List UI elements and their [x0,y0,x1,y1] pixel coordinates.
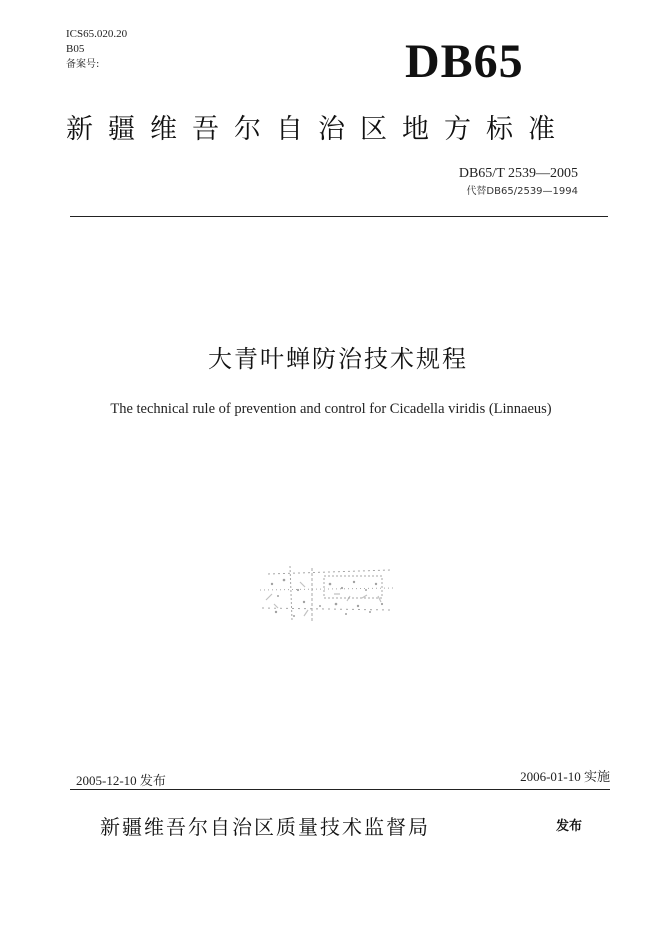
standard-number: DB65/T 2539—2005 [458,166,578,181]
ics-code: ICS65.020.20 [66,28,128,40]
issue-date: 2005-12-10 发布 [76,773,166,788]
registration-label: 备案号: [66,59,100,70]
standard-type-heading: 新疆维吾尔自治区地方标准 [66,114,570,145]
footer-divider [70,789,610,790]
standard-code-logo: DB65 [405,35,524,88]
document-title-chinese: 大青叶蝉防治技术规程 [208,345,468,373]
implementation-date: 2006-01-10 实施 [520,769,610,784]
header-divider [70,216,608,217]
replaces-standard: 代替DB65/2539—1994 [466,186,578,197]
issuing-label: 发布 [556,819,583,834]
classification-code: B05 [66,43,85,55]
document-title-english: The technical rule of prevention and control for Cicadella viridis (Linnaeus) [110,401,552,417]
library-stamp-image [250,560,400,630]
issuing-authority: 新疆维吾尔自治区质量技术监督局 [100,815,430,839]
